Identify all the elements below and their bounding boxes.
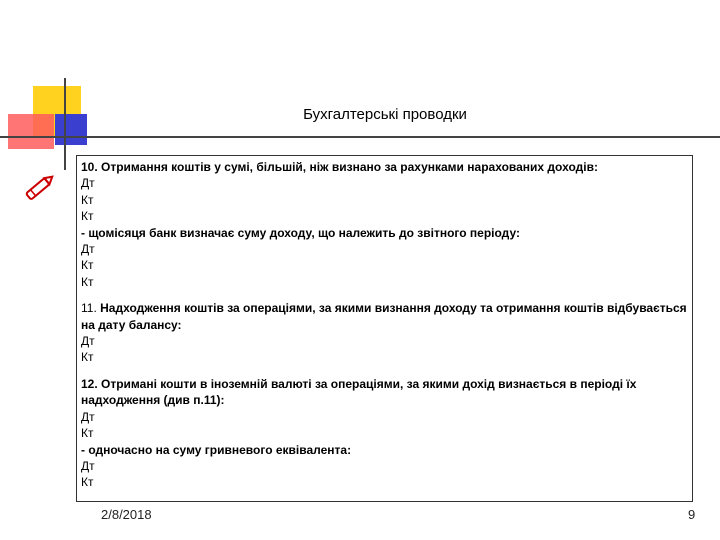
s10-line-dt: Дт	[81, 176, 95, 191]
s11-number: 11.	[81, 301, 101, 316]
s11-line-dt: Дт	[81, 334, 95, 349]
content-box	[76, 155, 693, 502]
s11-line-kt: Кт	[81, 350, 94, 365]
s10-heading: 10. Отримання коштів у сумі, більшій, ніж визнано за рахунками нарахованих доходів:	[81, 160, 598, 174]
page-number: 9	[688, 507, 696, 522]
decor-blue-square	[55, 114, 87, 145]
s10-line2-dt: Дт	[81, 242, 95, 257]
decor-horizontal-line	[0, 136, 720, 138]
s10-line-kt1: Кт	[81, 192, 94, 207]
s12-heading: 12. Отримані кошти в іноземній валюті за операціями, за якими дохід визнається в періоді їх надходження (див п.11):	[81, 376, 637, 408]
s12-line2-dt: Дт	[81, 458, 95, 473]
decor-vertical-line	[64, 78, 66, 170]
s11-heading-block	[81, 300, 688, 333]
decor-red-square	[8, 114, 54, 149]
slide-date: 2/8/2018	[101, 507, 152, 522]
s10-line-kt2: Кт	[81, 209, 94, 224]
s10-note: - щомісяця банк визначає суму доходу, що належить до звітного періоду:	[81, 225, 520, 240]
s12-line-dt: Дт	[81, 409, 95, 424]
s12-line2-kt: Кт	[81, 475, 94, 490]
s12-line-kt: Кт	[81, 426, 94, 441]
s10-line2-kt1: Кт	[81, 258, 94, 273]
slide-title: Бухгалтерські проводки	[303, 106, 467, 123]
s10-line2-kt2: Кт	[81, 274, 94, 289]
s12-note: - одночасно на суму гривневого еквівалента:	[81, 442, 352, 457]
s11-heading: Надходження коштів за операціями, за якими визнання доходу та отримання коштів відбувається на дату балансу:	[81, 301, 687, 332]
pen-icon	[22, 170, 58, 204]
